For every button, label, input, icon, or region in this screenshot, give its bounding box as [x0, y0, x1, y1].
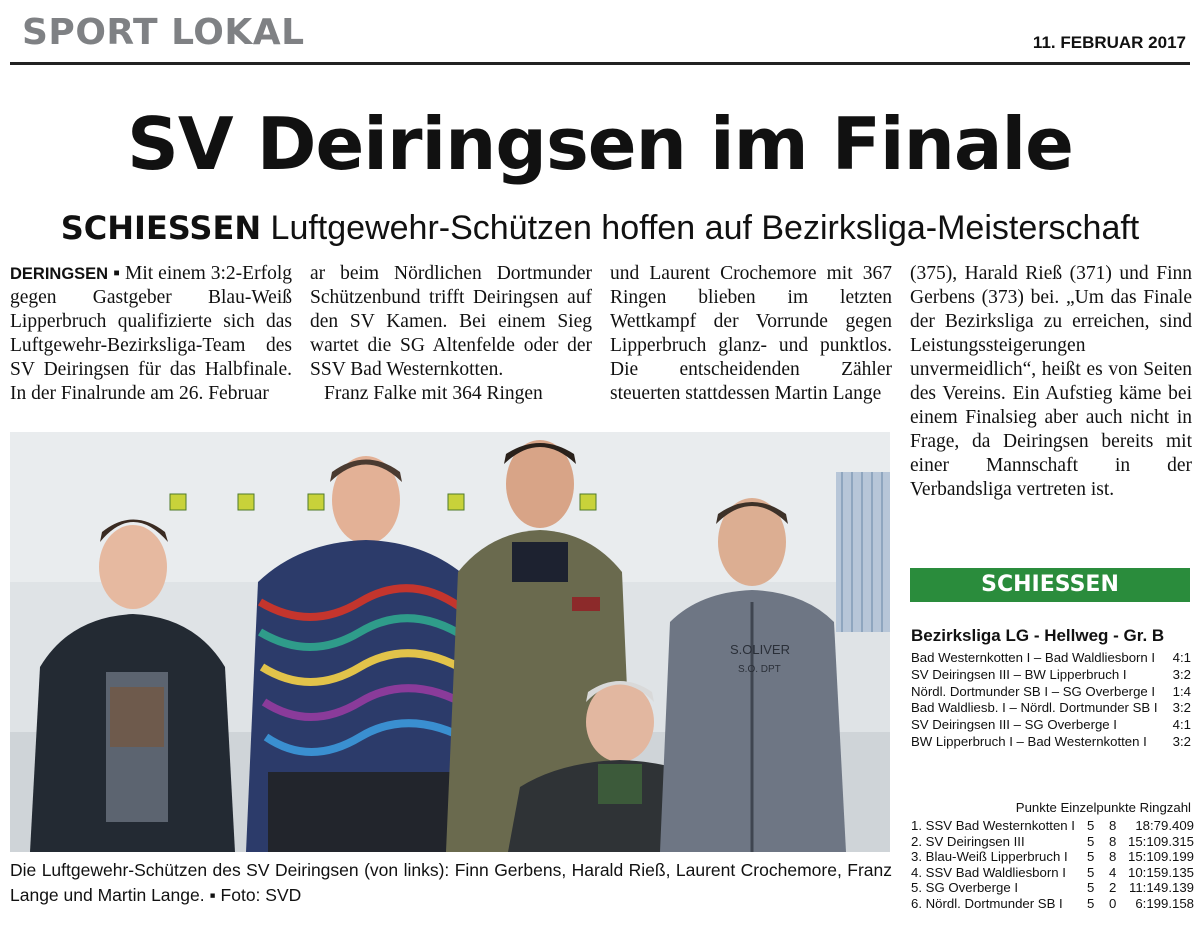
standings-single-points: 10:15 — [1127, 864, 1161, 880]
dateline-separator: ▪ — [108, 263, 126, 284]
article-column-4 — [910, 262, 1192, 502]
standings-single-points: 18:7 — [1135, 818, 1161, 833]
dateline: DERINGSEN — [10, 265, 109, 283]
standings-team: 3. Blau-Weiß Lipperbruch I — [911, 849, 1068, 865]
standings-single-points: 15:10 — [1127, 833, 1161, 849]
headline: SV Deiringsen im Finale — [127, 102, 1073, 186]
standings-team: 1. SSV Bad Westernkotten I — [911, 818, 1075, 833]
result-row — [911, 700, 1191, 717]
kicker: SCHIESSEN — [60, 209, 262, 247]
team-photo — [10, 432, 890, 852]
standings-matches: 5 — [1087, 818, 1095, 833]
standings-row — [911, 818, 1196, 834]
column-2-paragraph-2: Franz Falke mit 364 Ringen — [324, 383, 543, 404]
article-column-3 — [610, 262, 892, 406]
column-2-text: ar beim Nördlichen Dortmunder Schützenbund trifft Deiringsen auf den SV Kamen. Bei einem Sieg wartet die SG Altenfelde oder der SSV Bad Westernkotten. — [310, 263, 592, 380]
standings-rings: 9.158 — [1161, 895, 1195, 911]
standings-matches: 5 — [1087, 833, 1095, 849]
header-rule — [10, 62, 1190, 65]
standings-row — [911, 896, 1196, 912]
standings-points: 8 — [1109, 849, 1117, 865]
subheadline — [0, 208, 1200, 249]
standings-points: 8 — [1109, 833, 1117, 849]
team-photo-illustration — [10, 432, 890, 852]
standings-matches: 5 — [1087, 864, 1095, 880]
sidebar-box-title: SCHIESSEN — [910, 568, 1190, 602]
standings-points: 8 — [1109, 818, 1117, 833]
standings-rings: 9.199 — [1161, 849, 1195, 865]
standings-single-points: 11:14 — [1128, 880, 1161, 896]
standings-team: 4. SSV Bad Waldliesborn I — [911, 864, 1066, 880]
result-row — [911, 650, 1191, 667]
result-match: SV Deiringsen III – SG Overberge I — [911, 717, 1117, 733]
standings-points: 0 — [1109, 895, 1117, 911]
caption-text: Die Luftgewehr-Schützen des SV Deiringsen (von links): Finn Gerbens, Harald Rieß, Laurent Crochemore, Franz Lange und Martin Lange. — [10, 860, 892, 905]
standings-team: 5. SG Overberge I — [911, 880, 1019, 896]
photo-credit: Foto: SVD — [220, 885, 302, 905]
standings-points: 2 — [1109, 880, 1117, 896]
standings-matches: 5 — [1087, 880, 1095, 896]
standings-row — [911, 849, 1196, 865]
result-match: Nördl. Dortmunder SB I – SG Overberge I — [911, 683, 1156, 699]
standings-points: 4 — [1109, 864, 1117, 880]
standings-team: 2. SV Deiringsen III — [911, 833, 1025, 849]
result-score: 4:1 — [1172, 650, 1191, 665]
subheadline-text: Luftgewehr-Schützen hoffen auf Bezirksliga-Meisterschaft — [270, 209, 1140, 247]
shirt-print: S.OLIVER — [730, 642, 790, 657]
standings-rings: 9.409 — [1161, 818, 1195, 833]
league-title: Bezirksliga LG - Hellweg - Gr. B — [911, 626, 1165, 645]
standings-header: Punkte Einzelpunkte Ringzahl — [1015, 800, 1191, 815]
article-column-1 — [10, 262, 292, 406]
issue-date: 11. FEBRUAR 2017 — [1032, 33, 1186, 52]
result-match: SV Deiringsen III – BW Lipperbruch I — [911, 666, 1127, 682]
result-score: 3:2 — [1172, 700, 1191, 716]
standings-table — [911, 818, 1196, 912]
column-3-text: und Laurent Crochemore mit 367 Ringen blieben im letzten Wettkampf der Vorrunde gegen Lipperbruch glanz- und punktlos. Die entscheidenden Zähler steuerten stattdessen Martin Lange — [610, 263, 892, 404]
column-1-text: Mit einem 3:2-Erfolg gegen Gastgeber Blau-Weiß Lipperbruch qualifizierte sich das Luftgewehr-Bezirksliga-Team des SV Deiringsen für das Halbfinale. In der Finalrunde am 26. Februar — [10, 263, 292, 404]
result-row — [911, 667, 1191, 684]
standings-rings: 9.315 — [1161, 833, 1195, 849]
standings-single-points: 6:19 — [1135, 895, 1161, 911]
standings-matches: 5 — [1087, 895, 1095, 911]
result-score: 4:1 — [1172, 717, 1191, 733]
photo-caption — [10, 858, 892, 908]
standings-team: 6. Nördl. Dortmunder SB I — [911, 895, 1063, 911]
caption-separator: ▪ — [204, 885, 221, 905]
column-4-text: (375), Harald Rieß (371) und Finn Gerbens (373) bei. „Um das Finale der Bezirksliga zu erreichen, sind Leistungssteigerungen unvermeidlich“, heißt es von Seiten des Vereins. Ein Aufstieg käme bei einem Finalsieg aber auch nicht in Frage, da Deiringsen bereits mit einer Mannschaft in der Verbandsliga vertreten ist. — [910, 263, 1192, 500]
result-match: Bad Waldliesb. I – Nördl. Dortmunder SB I — [911, 700, 1158, 716]
result-match: BW Lipperbruch I – Bad Westernkotten I — [911, 733, 1147, 749]
article-column-2 — [310, 262, 592, 406]
standings-rings: 9.139 — [1161, 880, 1195, 896]
standings-row — [911, 834, 1196, 850]
result-row — [911, 734, 1191, 751]
section-title: SPORT LOKAL — [22, 12, 305, 53]
standings-single-points: 15:10 — [1127, 849, 1161, 865]
result-match: Bad Westernkotten I – Bad Waldliesborn I — [911, 650, 1156, 665]
result-row — [911, 717, 1191, 734]
result-score: 3:2 — [1172, 666, 1191, 682]
result-score: 1:4 — [1172, 683, 1191, 699]
standings-row — [911, 865, 1196, 881]
standings-row — [911, 880, 1196, 896]
standings-rings: 9.135 — [1161, 864, 1195, 880]
result-score: 3:2 — [1172, 733, 1191, 749]
shirt-print-sub: S.O. DPT — [738, 664, 781, 675]
result-row — [911, 684, 1191, 701]
results-list — [911, 650, 1191, 751]
standings-matches: 5 — [1087, 849, 1095, 865]
